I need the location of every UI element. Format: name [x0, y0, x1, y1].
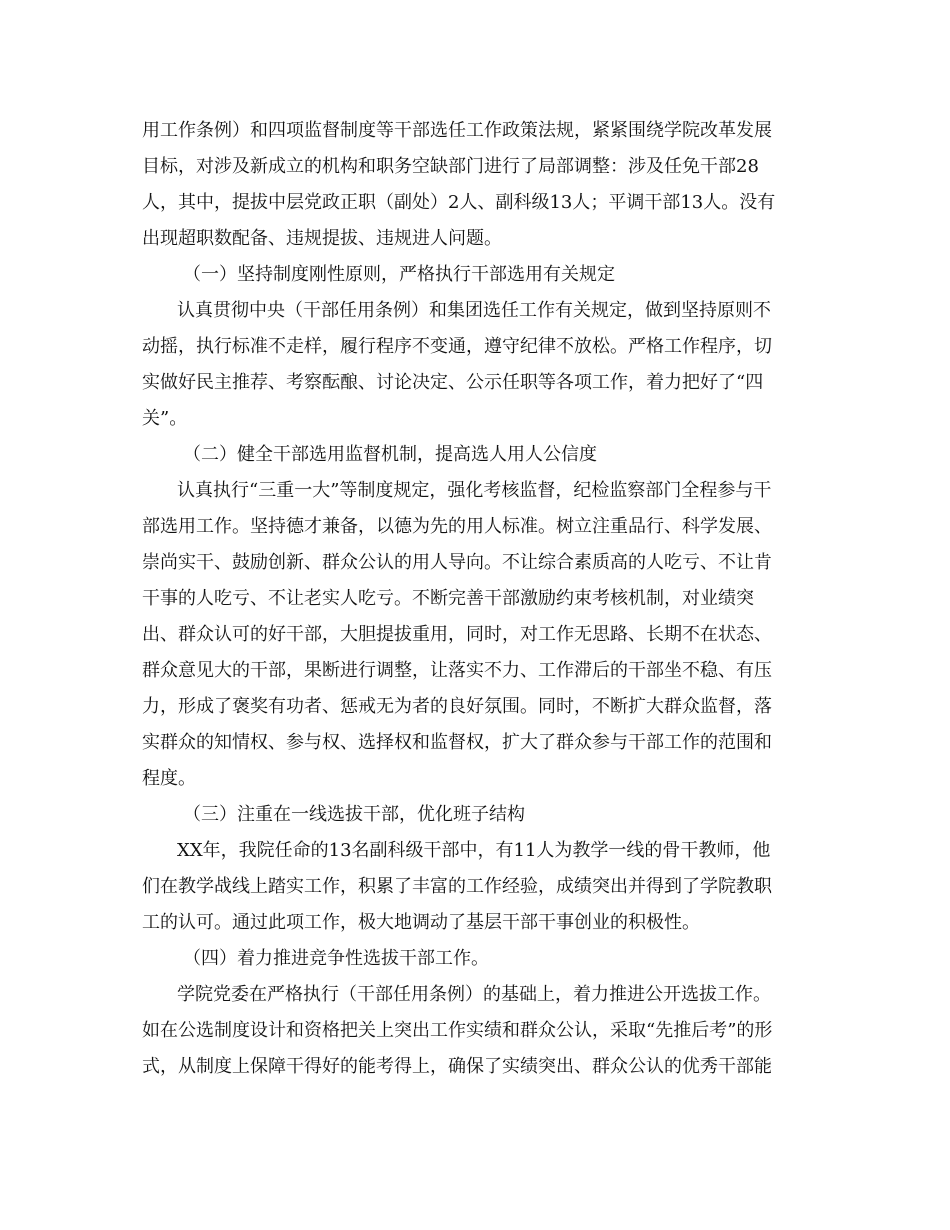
body-text-line: 认真贯彻中央（干部任用条例）和集团选任工作有关规定，做到坚持原则不: [177, 300, 771, 321]
body-text-line: 认真执行“三重一大”等制度规定，强化考核监督，纪检监察部门全程参与干: [177, 480, 772, 501]
section-heading-4: （四）着力推进竞争性选拔干部工作。: [183, 948, 489, 969]
body-text-line: 目标，对涉及新成立的机构和职务空缺部门进行了局部调整：涉及任免干部28: [142, 156, 759, 177]
body-text-line: 工的认可。通过此项工作，极大地调动了基层干部干事创业的积极性。: [142, 912, 700, 933]
body-text-line: 程度。: [142, 768, 196, 789]
body-text-line: 式，从制度上保障干得好的能考得上，确保了实绩突出、群众公认的优秀干部能: [142, 1056, 772, 1077]
body-text-line: 实群众的知情权、参与权、选择权和监督权，扩大了群众参与干部工作的范围和: [142, 732, 772, 753]
body-text-line: 出现超职数配备、违规提拔、违规进人问题。: [142, 228, 502, 249]
body-text-line: 实做好民主推荐、考察酝酿、讨论决定、公示任职等各项工作，着力把好了“四: [142, 372, 764, 393]
body-text-line: 崇尚实干、鼓励创新、群众公认的用人导向。不让综合素质高的人吃亏、不让肯: [142, 552, 772, 573]
section-heading-2: （二）健全干部选用监督机制，提高选人用人公信度: [183, 444, 597, 465]
body-text-line: 如在公选制度设计和资格把关上突出工作实绩和群众公认，采取“先推后考”的形: [142, 1020, 773, 1041]
section-heading-1: （一）坚持制度刚性原则，严格执行干部选用有关规定: [183, 264, 615, 285]
body-text-line: 出、群众认可的好干部，大胆提拔重用，同时，对工作无思路、长期不在状态、: [142, 624, 772, 645]
body-text-line: 力，形成了褒奖有功者、惩戒无为者的良好氛围。同时，不断扩大群众监督，落: [142, 696, 772, 717]
section-heading-3: （三）注重在一线选拔干部，优化班子结构: [183, 804, 525, 825]
body-text-line: 干事的人吃亏、不让老实人吃亏。不断完善干部激励约束考核机制，对业绩突: [142, 588, 754, 609]
body-text-line: 学院党委在严格执行（干部任用条例）的基础上，着力推进公开选拔工作。: [177, 984, 771, 1005]
body-text-line: 人，其中，提拔中层党政正职（副处）2人、副科级13人；平调干部13人。没有: [142, 192, 776, 213]
body-text-line: 们在教学战线上踏实工作，积累了丰富的工作经验，成绩突出并得到了学院教职: [142, 876, 772, 897]
body-text-line: 群众意见大的干部，果断进行调整，让落实不力、工作滞后的干部坐不稳、有压: [142, 660, 772, 681]
body-text-line: 关”。: [142, 408, 188, 429]
body-text-line: 部选用工作。坚持德才兼备，以德为先的用人标准。树立注重品行、科学发展、: [142, 516, 772, 537]
body-text-line: 动摇，执行标准不走样，履行程序不变通，遵守纪律不放松。严格工作程序，切: [142, 336, 772, 357]
body-text-line: 用工作条例）和四项监督制度等干部选任工作政策法规，紧紧围绕学院改革发展: [142, 120, 772, 141]
body-text-line: XX年，我院任命的13名副科级干部中，有11人为教学一线的骨干教师，他: [177, 840, 771, 861]
